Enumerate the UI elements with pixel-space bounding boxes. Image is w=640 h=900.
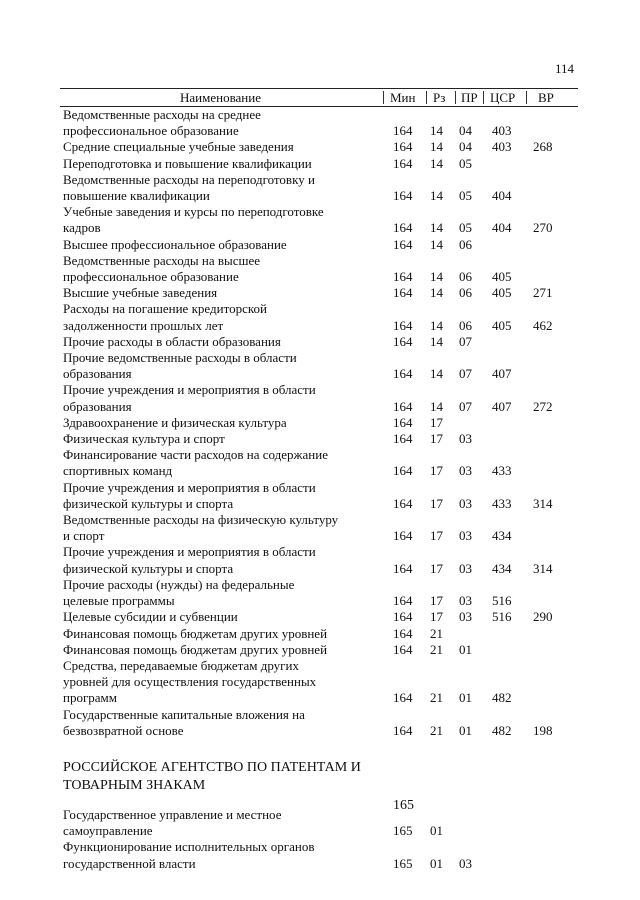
row-name-line: Прочие ведомственные расходы в области xyxy=(63,350,297,366)
cell-rz: 17 xyxy=(430,414,443,430)
cell-csr: 434 xyxy=(492,560,512,576)
cell-pr: 04 xyxy=(459,123,472,139)
row-codes xyxy=(60,334,578,350)
row-name-line: безвозвратной основе xyxy=(63,722,184,738)
row-codes xyxy=(60,463,578,479)
cell-pr: 04 xyxy=(459,139,472,155)
cell-min: 164 xyxy=(393,495,413,511)
header-separator xyxy=(455,91,456,104)
cell-rz: 14 xyxy=(430,123,443,139)
cell-pr: 01 xyxy=(459,641,472,657)
cell-rz: 17 xyxy=(430,528,443,544)
cell-csr: 407 xyxy=(492,366,512,382)
cell-pr: 03 xyxy=(459,528,472,544)
table-row xyxy=(60,642,578,658)
row-name-line: Средние специальные учебные заведения xyxy=(63,139,294,155)
row-name-line: Высшие учебные заведения xyxy=(63,285,218,301)
row-codes xyxy=(60,399,578,415)
cell-min: 164 xyxy=(393,236,413,252)
cell-min: 164 xyxy=(393,463,413,479)
row-name-line: профессиональное образование xyxy=(63,269,239,285)
cell-csr: 516 xyxy=(492,593,512,609)
cell-min: 164 xyxy=(393,560,413,576)
row-name-line: Финансирование части расходов на содержание xyxy=(63,447,328,463)
table-row xyxy=(60,237,578,253)
cell-min: 164 xyxy=(393,398,413,414)
header-separator xyxy=(383,91,384,104)
row-codes xyxy=(60,593,578,609)
cell-vr: 270 xyxy=(533,220,553,236)
cell-min: 164 xyxy=(393,722,413,738)
section-title xyxy=(60,759,373,795)
header-vr: ВР xyxy=(538,90,554,105)
table-row xyxy=(60,431,578,447)
cell-pr: 01 xyxy=(459,722,472,738)
row-name-line: Прочие расходы в области образования xyxy=(63,333,281,349)
row-name-line: Прочие учреждения и мероприятия в области xyxy=(63,544,316,560)
cell-csr: 404 xyxy=(492,188,512,204)
cell-min: 164 xyxy=(393,366,413,382)
row-name-line: Функционирование исполнительных органов xyxy=(63,839,315,855)
cell-min: 164 xyxy=(393,609,413,625)
table-row xyxy=(60,301,578,333)
table-row xyxy=(60,285,578,301)
row-codes xyxy=(60,626,578,642)
cell-pr: 03 xyxy=(459,855,472,871)
cell-csr: 433 xyxy=(492,495,512,511)
cell-vr: 198 xyxy=(533,722,553,738)
cell-rz: 17 xyxy=(430,431,443,447)
cell-pr: 07 xyxy=(459,333,472,349)
cell-pr: 06 xyxy=(459,269,472,285)
table-row xyxy=(60,807,578,839)
table-row xyxy=(60,334,578,350)
section-min: 165 xyxy=(393,797,414,813)
table-row xyxy=(60,707,578,739)
cell-min: 164 xyxy=(393,625,413,641)
section-title-line: ТОВАРНЫМ ЗНАКАМ xyxy=(63,777,206,793)
cell-pr: 03 xyxy=(459,495,472,511)
table-row xyxy=(60,350,578,382)
row-name-line: государственной власти xyxy=(63,855,196,871)
table-body-2 xyxy=(60,807,578,872)
table-row xyxy=(60,447,578,479)
row-codes xyxy=(60,220,578,236)
cell-rz: 21 xyxy=(430,722,443,738)
header-separator xyxy=(483,91,484,104)
cell-pr: 06 xyxy=(459,285,472,301)
table-row xyxy=(60,577,578,609)
row-name-line: Учебные заведения и курсы по переподготовке xyxy=(63,204,324,220)
row-name-line: Прочие расходы (нужды) на федеральные xyxy=(63,576,295,592)
row-name-line: Финансовая помощь бюджетам других уровней xyxy=(63,625,328,641)
row-codes xyxy=(60,431,578,447)
header-pr: ПР xyxy=(461,90,478,105)
row-codes xyxy=(60,609,578,625)
cell-rz: 14 xyxy=(430,139,443,155)
cell-min: 164 xyxy=(393,641,413,657)
cell-vr: 272 xyxy=(533,398,553,414)
cell-rz: 21 xyxy=(430,625,443,641)
row-name-line: целевые программы xyxy=(63,593,175,609)
row-name-line: Ведомственные расходы на высшее xyxy=(63,252,261,268)
cell-pr: 03 xyxy=(459,593,472,609)
cell-pr: 06 xyxy=(459,317,472,333)
row-name-line: Прочие учреждения и мероприятия в области xyxy=(63,479,316,495)
cell-rz: 14 xyxy=(430,366,443,382)
cell-vr: 314 xyxy=(533,560,553,576)
row-name-line: Физическая культура и спорт xyxy=(63,431,225,447)
cell-rz: 17 xyxy=(430,593,443,609)
row-codes xyxy=(60,139,578,155)
row-codes xyxy=(60,642,578,658)
row-codes xyxy=(60,237,578,253)
cell-min: 164 xyxy=(393,155,413,171)
table-row xyxy=(60,658,578,707)
cell-pr: 06 xyxy=(459,236,472,252)
cell-vr: 290 xyxy=(533,609,553,625)
header-separator xyxy=(526,91,527,104)
row-codes xyxy=(60,415,578,431)
row-name-line: Ведомственные расходы на среднее xyxy=(63,107,261,122)
cell-min: 164 xyxy=(393,285,413,301)
row-codes xyxy=(60,285,578,301)
row-name-line: и спорт xyxy=(63,528,105,544)
cell-min: 164 xyxy=(393,690,413,706)
cell-min: 164 xyxy=(393,528,413,544)
cell-vr: 314 xyxy=(533,495,553,511)
table-row xyxy=(60,544,578,576)
cell-pr: 05 xyxy=(459,220,472,236)
table-row xyxy=(60,415,578,431)
cell-min: 165 xyxy=(393,855,413,871)
row-codes xyxy=(60,123,578,139)
table-row xyxy=(60,382,578,414)
cell-rz: 17 xyxy=(430,609,443,625)
row-name-line: Прочие учреждения и мероприятия в области xyxy=(63,382,316,398)
cell-csr: 482 xyxy=(492,690,512,706)
table-row xyxy=(60,512,578,544)
cell-rz: 21 xyxy=(430,690,443,706)
cell-min: 165 xyxy=(393,823,413,839)
cell-pr: 07 xyxy=(459,366,472,382)
cell-vr: 462 xyxy=(533,317,553,333)
cell-pr: 07 xyxy=(459,398,472,414)
cell-rz: 14 xyxy=(430,188,443,204)
cell-rz: 01 xyxy=(430,855,443,871)
cell-csr: 404 xyxy=(492,220,512,236)
cell-pr: 03 xyxy=(459,609,472,625)
cell-rz: 14 xyxy=(430,398,443,414)
cell-rz: 14 xyxy=(430,269,443,285)
row-codes xyxy=(60,856,578,872)
row-name-line: Целевые субсидии и субвенции xyxy=(63,609,238,625)
cell-min: 164 xyxy=(393,269,413,285)
cell-vr: 271 xyxy=(533,285,553,301)
row-name-line: Ведомственные расходы на физическую культуру xyxy=(63,512,339,528)
cell-csr: 403 xyxy=(492,139,512,155)
row-name-line: Государственное управление и местное xyxy=(63,806,282,822)
row-codes xyxy=(60,823,578,839)
cell-rz: 01 xyxy=(430,823,443,839)
row-name-line: Ведомственные расходы на переподготовку и xyxy=(63,171,315,187)
row-name-line: уровней для осуществления государственных xyxy=(63,674,317,690)
row-name-line: Средства, передаваемые бюджетам других xyxy=(63,657,299,673)
row-name-line: задолженности прошлых лет xyxy=(63,317,224,333)
row-codes xyxy=(60,496,578,512)
table-header xyxy=(60,88,578,107)
section-row xyxy=(60,759,578,813)
cell-csr: 516 xyxy=(492,609,512,625)
cell-pr: 03 xyxy=(459,560,472,576)
cell-min: 164 xyxy=(393,139,413,155)
table-row xyxy=(60,253,578,285)
cell-pr: 03 xyxy=(459,431,472,447)
table-row xyxy=(60,172,578,204)
row-codes xyxy=(60,318,578,334)
header-min: Мин xyxy=(390,90,416,105)
cell-min: 164 xyxy=(393,188,413,204)
row-codes xyxy=(60,561,578,577)
cell-rz: 14 xyxy=(430,155,443,171)
cell-csr: 405 xyxy=(492,317,512,333)
cell-pr: 05 xyxy=(459,155,472,171)
cell-rz: 14 xyxy=(430,285,443,301)
row-name-line: спортивных команд xyxy=(63,463,173,479)
cell-csr: 482 xyxy=(492,722,512,738)
cell-csr: 405 xyxy=(492,285,512,301)
cell-min: 164 xyxy=(393,123,413,139)
table-row xyxy=(60,626,578,642)
table-row xyxy=(60,107,578,139)
table-row xyxy=(60,839,578,871)
row-codes xyxy=(60,188,578,204)
row-name-line: Государственные капитальные вложения на xyxy=(63,706,305,722)
cell-rz: 17 xyxy=(430,463,443,479)
cell-pr: 03 xyxy=(459,463,472,479)
row-name-line: профессиональное образование xyxy=(63,123,239,139)
row-name-line: самоуправление xyxy=(63,823,153,839)
header-rz: Рз xyxy=(433,90,446,105)
row-name-line: Финансовая помощь бюджетам других уровней xyxy=(63,641,328,657)
table-body xyxy=(60,107,578,739)
cell-min: 164 xyxy=(393,431,413,447)
cell-csr: 405 xyxy=(492,269,512,285)
header-separator xyxy=(426,91,427,104)
cell-vr: 268 xyxy=(533,139,553,155)
cell-csr: 434 xyxy=(492,528,512,544)
row-name-line: Высшее профессиональное образование xyxy=(63,236,287,252)
row-codes xyxy=(60,690,578,706)
row-name-line: образования xyxy=(63,366,132,382)
cell-rz: 17 xyxy=(430,495,443,511)
budget-table xyxy=(60,88,578,872)
row-name-line: Переподготовка и повышение квалификации xyxy=(63,155,312,171)
row-name-line: образования xyxy=(63,398,132,414)
row-codes xyxy=(60,269,578,285)
cell-rz: 21 xyxy=(430,641,443,657)
row-codes xyxy=(60,528,578,544)
row-name-line: программ xyxy=(63,690,118,706)
table-row xyxy=(60,480,578,512)
table-row xyxy=(60,609,578,625)
row-name-line: повышение квалификации xyxy=(63,188,210,204)
cell-rz: 17 xyxy=(430,560,443,576)
table-row xyxy=(60,139,578,155)
cell-min: 164 xyxy=(393,414,413,430)
cell-pr: 01 xyxy=(459,690,472,706)
section-title-line: РОССИЙСКОЕ АГЕНТСТВО ПО ПАТЕНТАМ И xyxy=(63,759,361,775)
row-name-line: Здравоохранение и физическая культура xyxy=(63,414,287,430)
row-name-line: физической культуры и спорта xyxy=(63,560,234,576)
cell-min: 164 xyxy=(393,593,413,609)
cell-csr: 433 xyxy=(492,463,512,479)
cell-rz: 14 xyxy=(430,236,443,252)
row-codes xyxy=(60,156,578,172)
cell-csr: 403 xyxy=(492,123,512,139)
cell-csr: 407 xyxy=(492,398,512,414)
cell-pr: 05 xyxy=(459,188,472,204)
cell-min: 164 xyxy=(393,317,413,333)
header-name: Наименование xyxy=(180,90,261,105)
cell-min: 164 xyxy=(393,333,413,349)
table-row xyxy=(60,204,578,236)
row-codes xyxy=(60,723,578,739)
cell-min: 164 xyxy=(393,220,413,236)
cell-rz: 14 xyxy=(430,333,443,349)
header-csr: ЦСР xyxy=(490,90,516,105)
row-name-line: Расходы на погашение кредиторской xyxy=(63,301,267,317)
cell-rz: 14 xyxy=(430,317,443,333)
cell-rz: 14 xyxy=(430,220,443,236)
row-name-line: физической культуры и спорта xyxy=(63,495,234,511)
table-row xyxy=(60,156,578,172)
page-number: 114 xyxy=(554,61,574,76)
row-name-line: кадров xyxy=(63,220,101,236)
row-codes xyxy=(60,366,578,382)
